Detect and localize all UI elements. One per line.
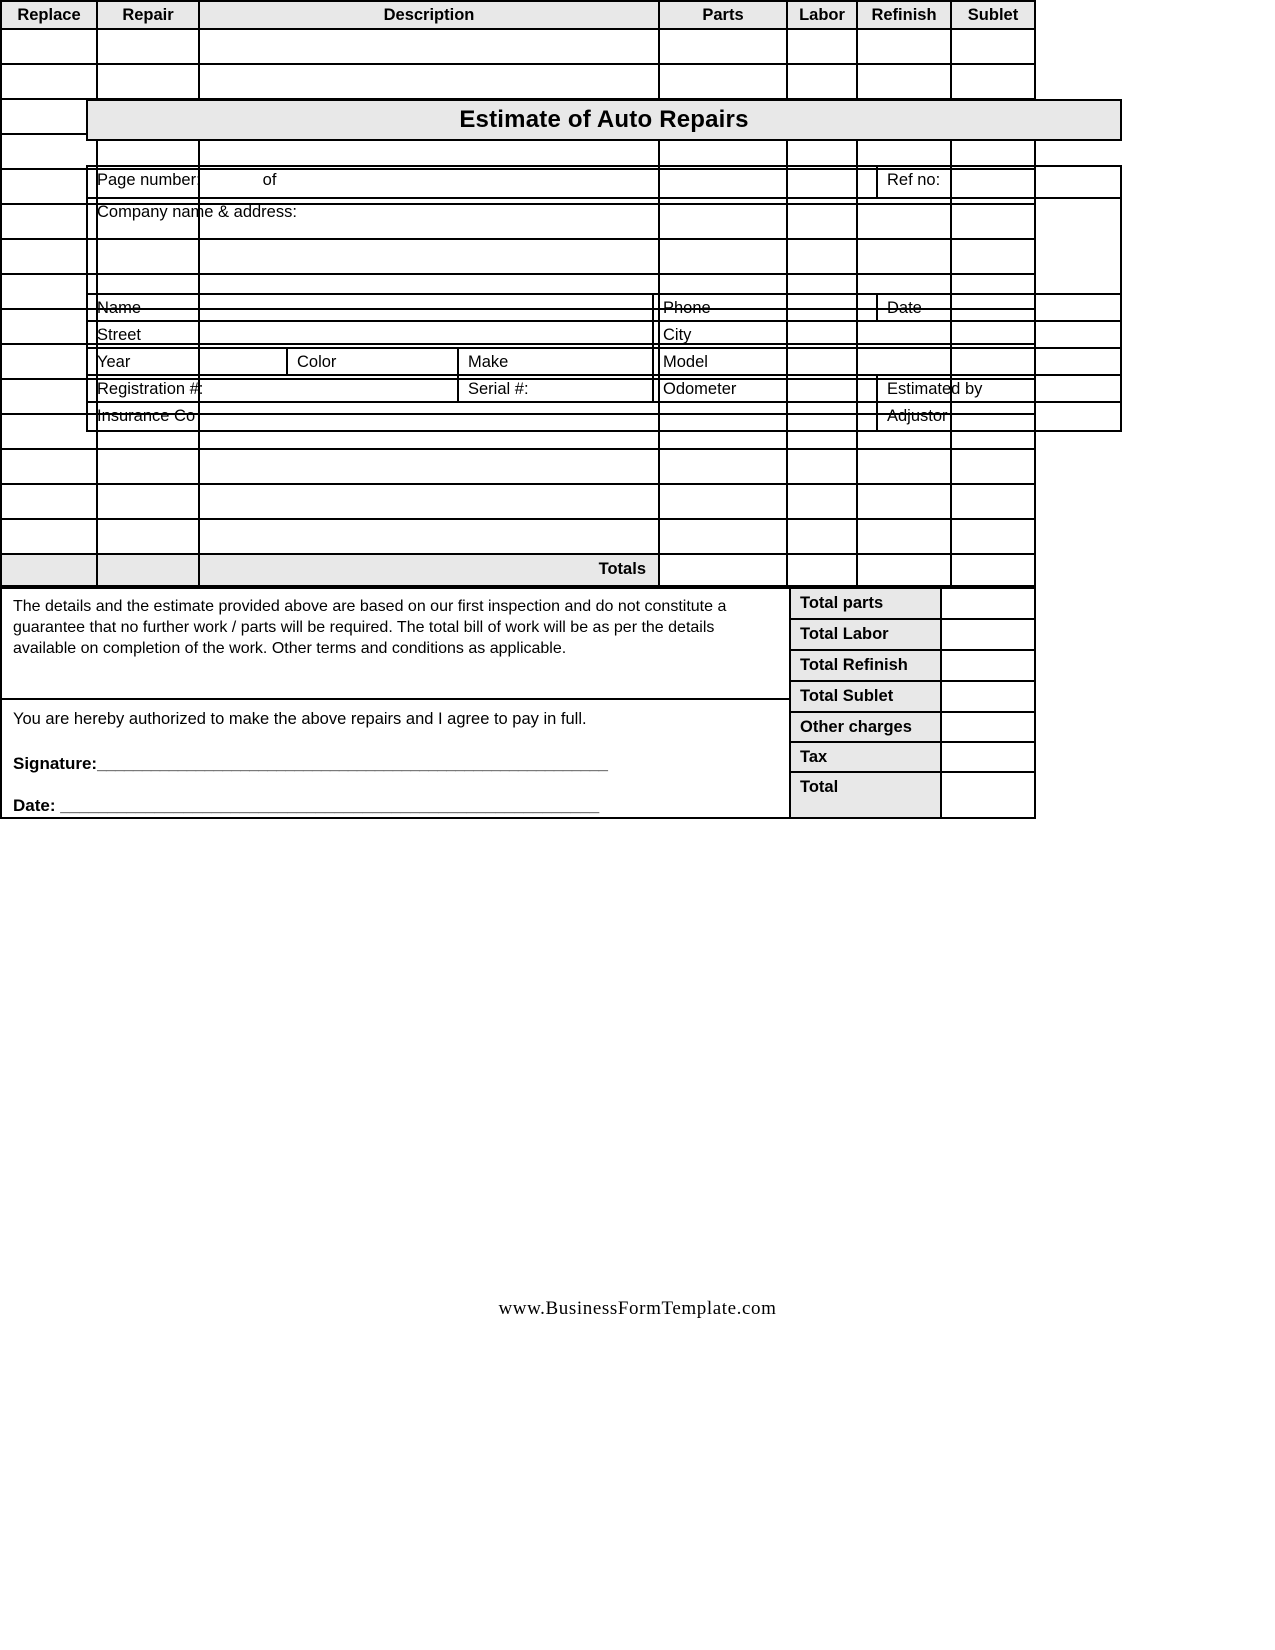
page-number-of-label: of: [262, 171, 277, 189]
street-field[interactable]: [88, 322, 654, 349]
cell-refinish[interactable]: [858, 450, 952, 485]
cell-replace[interactable]: [2, 380, 98, 415]
cell-refinish[interactable]: [858, 65, 952, 100]
cell-refinish[interactable]: [858, 485, 952, 520]
model-label: Model: [663, 353, 708, 371]
year-label: Year: [97, 353, 131, 371]
column-header-repair: Repair: [98, 2, 200, 30]
bottom-left-column: [2, 589, 791, 817]
column-header-parts: Parts: [660, 2, 788, 30]
cell-replace[interactable]: [2, 240, 98, 275]
insurance-co-field[interactable]: [88, 403, 878, 430]
signature-label: Signature:: [13, 753, 98, 773]
authorization-text: You are hereby authorized to make the above repairs and I agree to pay in full.: [13, 710, 587, 729]
header-info-block: [86, 165, 1122, 432]
totals-panel-row: [791, 682, 1034, 713]
totals-panel-row: [791, 589, 1034, 620]
cell-parts[interactable]: [660, 520, 788, 555]
bottom-section: [0, 587, 1036, 819]
cell-sublet[interactable]: [952, 520, 1034, 555]
column-header-refinish: Refinish: [858, 2, 952, 30]
totals-panel-label-1: Total Labor: [791, 620, 942, 649]
ref-no-field[interactable]: [878, 167, 1120, 199]
table-row: [2, 520, 1034, 555]
totals-panel-label-6: Total: [791, 773, 942, 817]
cell-replace[interactable]: [2, 205, 98, 240]
totals-value-sublet[interactable]: [952, 555, 1034, 585]
cell-repair[interactable]: [98, 485, 200, 520]
color-field[interactable]: [288, 349, 459, 376]
serial-field[interactable]: [459, 376, 654, 403]
totals-spacer-repair: [98, 555, 200, 585]
signature-line[interactable]: [13, 753, 779, 775]
registration-field[interactable]: [88, 376, 459, 403]
page-number-field[interactable]: [88, 167, 878, 199]
cell-sublet[interactable]: [952, 450, 1034, 485]
make-field[interactable]: [459, 349, 654, 376]
cell-labor[interactable]: [788, 450, 858, 485]
column-header-labor: Labor: [788, 2, 858, 30]
totals-value-parts[interactable]: [660, 555, 788, 585]
totals-panel-label-3: Total Sublet: [791, 682, 942, 711]
registration-row: [88, 376, 1120, 403]
line-items-header-row: [2, 2, 1034, 30]
cell-parts[interactable]: [660, 30, 788, 65]
adjustor-field[interactable]: [878, 403, 1120, 430]
cell-refinish[interactable]: [858, 520, 952, 555]
cell-description[interactable]: [200, 520, 660, 555]
date-rule: _________________________________________________________: [60, 795, 600, 815]
vehicle-row: [88, 349, 1120, 376]
totals-panel-value-1[interactable]: [942, 620, 1034, 649]
cell-replace[interactable]: [2, 65, 98, 100]
cell-labor[interactable]: [788, 520, 858, 555]
insurance-co-label: Insurance Co: [97, 407, 196, 425]
cell-parts[interactable]: [660, 65, 788, 100]
city-label: City: [663, 326, 692, 344]
ref-no-label: Ref no:: [887, 171, 941, 189]
totals-label: Totals: [200, 555, 660, 585]
insurance-row: [88, 403, 1120, 430]
make-label: Make: [468, 353, 509, 371]
year-field[interactable]: [88, 349, 288, 376]
totals-value-refinish[interactable]: [858, 555, 952, 585]
phone-field[interactable]: [654, 295, 878, 322]
cell-description[interactable]: [200, 485, 660, 520]
cell-sublet[interactable]: [952, 30, 1034, 65]
cell-replace[interactable]: [2, 415, 98, 450]
totals-panel-row: [791, 620, 1034, 651]
totals-panel-value-4[interactable]: [942, 713, 1034, 741]
totals-panel-label-0: Total parts: [791, 589, 942, 618]
name-phone-date-row: [88, 295, 1120, 322]
serial-label: Serial #:: [468, 380, 529, 398]
cell-repair[interactable]: [98, 520, 200, 555]
cell-description[interactable]: [200, 450, 660, 485]
totals-panel-value-0[interactable]: [942, 589, 1034, 618]
model-field[interactable]: [654, 349, 1120, 376]
table-row: [2, 65, 1034, 100]
totals-panel-label-4: Other charges: [791, 713, 942, 741]
cell-labor[interactable]: [788, 485, 858, 520]
cell-replace[interactable]: [2, 485, 98, 520]
signature-rule: _________________________________________________________: [97, 753, 608, 773]
form-title-bar: [86, 99, 1122, 141]
cell-replace[interactable]: [2, 135, 98, 170]
cell-parts[interactable]: [660, 450, 788, 485]
cell-parts[interactable]: [660, 485, 788, 520]
color-label: Color: [297, 353, 337, 371]
totals-panel-value-5[interactable]: [942, 743, 1034, 771]
footer-url: www.BusinessFormTemplate.com: [498, 1298, 777, 1319]
cell-description[interactable]: [200, 30, 660, 65]
street-city-row: [88, 322, 1120, 349]
disclaimer-text: The details and the estimate provided above are based on our first inspection and do not constitute a guarantee that no further work / parts will be required. The total bill of work will be as per the details available on completion of the work. Other terms and conditions as applicable.: [2, 589, 789, 700]
cell-repair[interactable]: [98, 450, 200, 485]
street-label: Street: [97, 326, 142, 344]
totals-panel-row: [791, 713, 1034, 743]
date-field[interactable]: [878, 295, 1120, 322]
name-label: Name: [97, 299, 142, 317]
cell-replace[interactable]: [2, 275, 98, 310]
cell-sublet[interactable]: [952, 65, 1034, 100]
estimated-by-field[interactable]: [878, 376, 1120, 403]
totals-panel-row: [791, 743, 1034, 773]
cell-replace[interactable]: [2, 520, 98, 555]
cell-replace[interactable]: [2, 100, 98, 135]
totals-panel: [791, 589, 1034, 817]
name-field[interactable]: [88, 295, 654, 322]
totals-panel-label-2: Total Refinish: [791, 651, 942, 680]
table-row: [2, 485, 1034, 520]
totals-spacer-replace: [2, 555, 98, 585]
page-ref-row: [88, 167, 1120, 199]
cell-replace[interactable]: [2, 450, 98, 485]
cell-repair[interactable]: [98, 30, 200, 65]
totals-panel-value-6[interactable]: [942, 773, 1034, 817]
phone-label: Phone: [663, 299, 711, 317]
totals-value-labor[interactable]: [788, 555, 858, 585]
date-label: Date: [887, 299, 922, 317]
page-number-label: Page number:: [97, 171, 201, 189]
column-header-replace: Replace: [2, 2, 98, 30]
totals-panel-row: [791, 773, 1034, 817]
company-row: [88, 199, 1120, 295]
totals-panel-row: [791, 651, 1034, 682]
company-name-address-field[interactable]: [88, 199, 1120, 295]
odometer-field[interactable]: [654, 376, 878, 403]
city-field[interactable]: [654, 322, 1120, 349]
cell-repair[interactable]: [98, 65, 200, 100]
cell-labor[interactable]: [788, 65, 858, 100]
column-header-sublet: Sublet: [952, 2, 1034, 30]
page-title: Estimate of Auto Repairs: [459, 106, 749, 133]
cell-replace[interactable]: [2, 345, 98, 380]
column-header-description: Description: [200, 2, 660, 30]
date-label: Date:: [13, 795, 56, 815]
cell-replace[interactable]: [2, 310, 98, 345]
cell-sublet[interactable]: [952, 485, 1034, 520]
table-row: [2, 30, 1034, 65]
totals-panel-value-2[interactable]: [942, 651, 1034, 680]
cell-replace[interactable]: [2, 30, 98, 65]
totals-panel-value-3[interactable]: [942, 682, 1034, 711]
totals-row: [2, 555, 1034, 585]
date-line[interactable]: [13, 795, 779, 817]
cell-description[interactable]: [200, 65, 660, 100]
cell-labor[interactable]: [788, 30, 858, 65]
authorization-area: [2, 700, 789, 817]
company-label: Company name & address:: [97, 203, 297, 221]
registration-label: Registration #:: [97, 380, 204, 398]
estimated-by-label: Estimated by: [887, 380, 983, 398]
odometer-label: Odometer: [663, 380, 737, 398]
cell-refinish[interactable]: [858, 30, 952, 65]
totals-panel-label-5: Tax: [791, 743, 942, 771]
cell-replace[interactable]: [2, 170, 98, 205]
table-row: [2, 450, 1034, 485]
adjustor-label: Adjustor: [887, 407, 948, 425]
